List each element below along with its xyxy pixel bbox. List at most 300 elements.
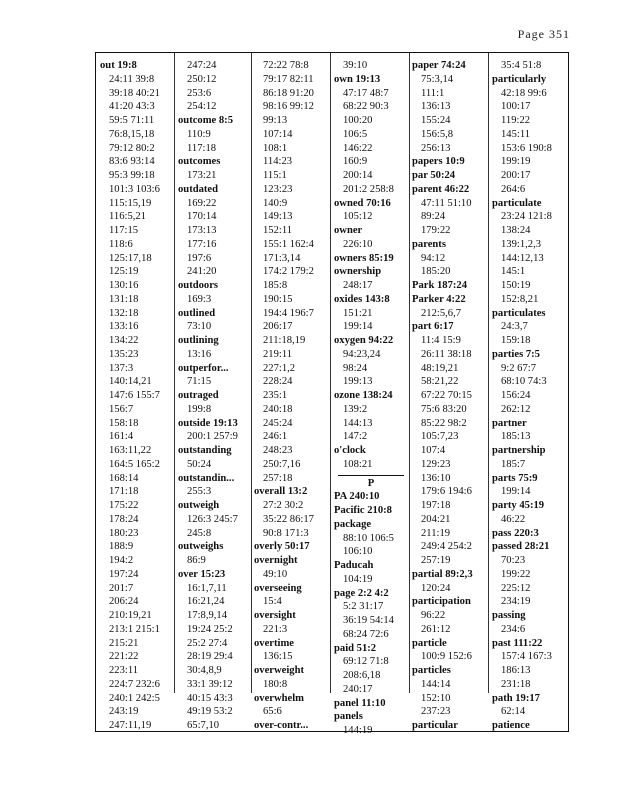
index-reference: 40:15 43:3	[187, 692, 233, 704]
index-reference: 131:18	[109, 293, 139, 305]
column-divider	[488, 53, 489, 693]
index-term: outlined	[178, 307, 216, 319]
index-reference: 190:15	[263, 293, 293, 305]
index-reference: 200:14	[343, 170, 373, 181]
index-reference: 107:14	[263, 128, 293, 140]
index-reference: 41:20 43:3	[109, 101, 155, 113]
index-term: parties 7:5	[492, 348, 540, 360]
index-reference: 96:22	[421, 610, 446, 621]
index-reference: 234:19	[501, 596, 531, 608]
index-reference: 206:17	[263, 321, 293, 333]
index-reference: 9:2 67:7	[501, 362, 537, 374]
index-term: ozone 138:24	[334, 390, 393, 401]
index-reference: 106:10	[343, 546, 373, 558]
page-number: Page 351	[517, 27, 570, 41]
index-reference: 27:2 30:2	[263, 500, 304, 511]
index-term: Parker 4:22	[412, 293, 466, 305]
index-reference: 208:6,18	[343, 670, 381, 681]
index-reference: 11:4 15:9	[421, 335, 461, 346]
index-reference: 219:11	[263, 348, 293, 360]
index-reference: 200:1 257:9	[187, 431, 238, 443]
index-reference: 117:15	[109, 225, 139, 236]
index-reference: 237:23	[421, 706, 451, 718]
index-reference: 210:19,21	[109, 610, 152, 621]
index-reference: 155:24	[421, 115, 451, 126]
index-reference: 180:8	[263, 678, 288, 690]
index-reference: 133:16	[109, 321, 139, 333]
index-reference: 156:7	[109, 403, 134, 415]
index-term: par 50:24	[412, 170, 456, 181]
index-term: Pacific 210:8	[334, 505, 392, 516]
column-divider	[409, 53, 410, 693]
index-reference: 247:11,19	[109, 720, 152, 731]
index-reference: 199:13	[343, 376, 373, 388]
index-reference: 231:18	[501, 678, 531, 690]
index-column	[178, 59, 248, 731]
index-reference: 199:14	[343, 321, 373, 333]
index-reference: 89:24	[421, 211, 446, 223]
index-reference: 185:8	[263, 280, 288, 291]
index-reference: 72:22 78:8	[263, 60, 309, 71]
index-reference: 134:22	[109, 335, 139, 346]
index-reference: 79:12 80:2	[109, 142, 155, 154]
index-reference: 153:6 190:8	[501, 142, 552, 154]
index-reference: 120:24	[421, 582, 451, 594]
index-reference: 199:22	[501, 568, 531, 580]
column-divider	[330, 53, 331, 693]
index-term: passed 28:21	[492, 541, 550, 553]
index-reference: 253:6	[187, 87, 212, 99]
index-reference: 171:18	[109, 486, 139, 498]
index-reference: 164:5 165:2	[109, 458, 160, 470]
index-reference: 35:4 51:8	[501, 60, 542, 71]
index-reference: 101:3 103:6	[109, 183, 160, 195]
index-reference: 105:7,23	[421, 431, 459, 443]
index-term: patience	[492, 720, 530, 731]
index-reference: 108:1	[263, 142, 288, 154]
index-reference: 19:24 25:2	[187, 623, 233, 635]
index-reference: 160:9	[343, 156, 368, 168]
index-term: o'clock	[334, 445, 366, 456]
index-reference: 173:13	[187, 225, 217, 236]
index-reference: 115:15,19	[109, 197, 152, 209]
index-reference: 201:7	[109, 582, 134, 594]
index-reference: 144:13	[343, 417, 373, 429]
index-term: oversight	[254, 610, 296, 621]
index-reference: 188:9	[109, 541, 134, 553]
index-reference: 23:24 121:8	[501, 211, 552, 223]
index-reference: 90:8 171:3	[263, 527, 309, 539]
index-column	[412, 59, 488, 731]
index-reference: 257:19	[421, 555, 451, 566]
index-reference: 199:14	[501, 486, 531, 498]
index-reference: 117:18	[187, 142, 217, 154]
index-reference: 159:18	[501, 335, 531, 346]
index-term: overseeing	[254, 582, 302, 594]
index-reference: 118:6	[109, 238, 133, 250]
index-term: panel 11:10	[334, 697, 386, 709]
index-reference: 145:1	[501, 266, 526, 278]
index-reference: 254:12	[187, 101, 217, 113]
index-term: part 6:17	[412, 321, 454, 333]
index-term: ownership	[334, 266, 382, 278]
index-reference: 173:21	[187, 170, 217, 181]
index-reference: 135:23	[109, 348, 139, 360]
index-reference: 169:22	[187, 197, 217, 209]
index-reference: 136:13	[421, 101, 451, 113]
index-reference: 199:8	[187, 403, 212, 415]
index-reference: 245:8	[187, 527, 212, 539]
index-term: Park 187:24	[412, 280, 468, 291]
index-reference: 62:14	[501, 706, 526, 718]
index-reference: 35:22 86:17	[263, 513, 314, 525]
index-reference: 108:21	[343, 458, 373, 470]
index-reference: 106:5	[343, 128, 368, 140]
index-reference: 49:19 53:2	[187, 706, 233, 718]
index-reference: 240:17	[343, 683, 373, 695]
index-reference: 235:1	[263, 390, 288, 401]
index-term: oxygen 94:22	[334, 335, 394, 346]
index-term: over-contr...	[254, 720, 309, 731]
index-reference: 223:11	[109, 665, 139, 676]
index-reference: 175:22	[109, 500, 139, 511]
index-reference: 125:17,18	[109, 252, 152, 264]
index-reference: 98:16 99:12	[263, 101, 314, 113]
index-reference: 36:19 54:14	[343, 615, 394, 626]
index-term: overall 13:2	[254, 486, 308, 498]
index-term: PA 240:10	[334, 491, 380, 503]
index-reference: 226:10	[343, 238, 373, 250]
index-term: outcome 8:5	[178, 115, 234, 126]
index-reference: 132:18	[109, 307, 139, 319]
index-reference: 147:2	[343, 431, 368, 443]
index-reference: 144:14	[421, 678, 451, 690]
index-reference: 16:1,7,11	[187, 582, 227, 594]
index-term: partial 89:2,3	[412, 568, 473, 580]
index-reference: 125:19	[109, 266, 139, 278]
index-term: outperfor...	[178, 362, 229, 374]
index-reference: 152:10	[421, 692, 451, 704]
index-reference: 168:14	[109, 472, 139, 484]
index-reference: 85:22 98:2	[421, 417, 467, 429]
index-reference: 70:23	[501, 555, 526, 566]
index-reference: 211:18,19	[263, 335, 306, 346]
index-reference: 94:23,24	[343, 348, 381, 360]
section-letter: P	[338, 475, 404, 491]
index-term: paper 74:24	[412, 60, 466, 71]
index-reference: 59:5 71:11	[109, 115, 155, 126]
index-reference: 68:10 74:3	[501, 376, 547, 388]
index-term: outdoors	[178, 280, 219, 291]
index-term: parts 75:9	[492, 472, 538, 484]
index-reference: 99:13	[263, 115, 288, 126]
index-reference: 194:4 196:7	[263, 307, 314, 319]
index-reference: 100:9 152:6	[421, 651, 472, 663]
index-term: overwhelm	[254, 692, 305, 704]
column-divider	[251, 53, 252, 693]
index-term: own 19:13	[334, 73, 381, 85]
index-reference: 136:10	[421, 472, 451, 484]
index-reference: 161:4	[109, 431, 134, 443]
index-term: outweighs	[178, 541, 224, 553]
index-term: particularly	[492, 73, 547, 85]
index-term: over 15:23	[178, 568, 226, 580]
index-term: past 111:22	[492, 637, 543, 649]
index-column	[492, 59, 568, 731]
index-reference: 68:22 90:3	[343, 101, 389, 113]
index-reference: 170:14	[187, 211, 217, 223]
index-term: panels	[334, 711, 363, 723]
index-reference: 180:23	[109, 527, 139, 539]
index-reference: 215:21	[109, 637, 139, 649]
index-reference: 58:21,22	[421, 376, 459, 388]
index-reference: 169:3	[187, 293, 212, 305]
index-reference: 39:18 40:21	[109, 87, 160, 99]
index-term: papers 10:9	[412, 156, 465, 168]
index-reference: 138:24	[501, 225, 531, 236]
index-reference: 130:16	[109, 280, 139, 291]
index-term: outcomes	[178, 156, 221, 168]
index-reference: 39:10	[343, 60, 368, 71]
index-reference: 144:19	[343, 725, 373, 736]
index-reference: 158:18	[109, 417, 139, 429]
index-reference: 33:1 39:12	[187, 678, 233, 690]
index-reference: 262:12	[501, 403, 531, 415]
index-reference: 17:8,9,14	[187, 610, 228, 621]
index-reference: 68:24 72:6	[343, 628, 389, 640]
index-reference: 139:2	[343, 403, 368, 415]
index-reference: 86:9	[187, 555, 206, 566]
index-term: outraged	[178, 390, 219, 401]
index-reference: 156:24	[501, 390, 531, 401]
index-term: outstandin...	[178, 472, 235, 484]
index-term: outweigh	[178, 500, 220, 511]
index-reference: 24:11 39:8	[109, 73, 155, 85]
index-term: path 19:17	[492, 692, 540, 704]
index-reference: 73:10	[187, 321, 212, 333]
index-reference: 246:1	[263, 431, 288, 443]
index-term: out 19:8	[100, 60, 137, 71]
index-reference: 98:24	[343, 362, 368, 374]
index-reference: 13:16	[187, 348, 212, 360]
index-reference: 151:21	[343, 307, 373, 319]
index-reference: 240:18	[263, 403, 293, 415]
index-reference: 65:7,10	[187, 720, 220, 731]
index-term: parents	[412, 238, 446, 250]
index-reference: 186:13	[501, 665, 531, 676]
index-reference: 100:17	[501, 101, 531, 113]
index-reference: 248:23	[263, 445, 293, 456]
column-divider	[174, 53, 175, 693]
index-reference: 177:16	[187, 238, 217, 250]
index-reference: 249:4 254:2	[421, 541, 472, 553]
index-reference: 261:12	[421, 623, 451, 635]
index-reference: 256:13	[421, 142, 451, 154]
index-reference: 200:17	[501, 170, 531, 181]
index-reference: 199:19	[501, 156, 531, 168]
index-reference: 140:14,21	[109, 376, 152, 388]
index-reference: 94:12	[421, 252, 446, 264]
index-frame	[95, 52, 569, 736]
index-reference: 241:20	[187, 266, 217, 278]
index-reference: 206:24	[109, 596, 139, 608]
index-reference: 69:12 71:8	[343, 656, 389, 668]
index-reference: 212:5,6,7	[421, 307, 462, 319]
index-reference: 257:18	[263, 472, 293, 484]
index-term: particles	[412, 665, 451, 676]
index-reference: 137:3	[109, 362, 134, 374]
index-reference: 247:24	[187, 60, 217, 71]
index-term: owners 85:19	[334, 252, 394, 264]
index-reference: 49:10	[263, 568, 288, 580]
index-term: particular	[412, 720, 458, 731]
index-reference: 139:1,2,3	[501, 238, 542, 250]
index-reference: 111:1	[421, 87, 445, 99]
index-reference: 105:12	[343, 211, 373, 223]
index-reference: 129:23	[421, 458, 451, 470]
index-reference: 185:20	[421, 266, 451, 278]
index-term: overweight	[254, 665, 305, 676]
index-reference: 95:3 99:18	[109, 170, 155, 181]
index-reference: 107:4	[421, 445, 446, 456]
index-reference: 185:13	[501, 431, 531, 443]
index-reference: 227:1,2	[263, 362, 296, 374]
index-reference: 110:9	[187, 128, 211, 140]
index-reference: 114:23	[263, 156, 293, 168]
index-term: overtime	[254, 637, 294, 649]
index-reference: 24:3,7	[501, 321, 528, 333]
index-term: passing	[492, 610, 526, 621]
index-reference: 250:12	[187, 73, 217, 85]
index-reference: 65:6	[263, 706, 282, 718]
index-reference: 145:11	[501, 128, 531, 140]
index-term: outstanding	[178, 445, 232, 456]
index-reference: 213:1 215:1	[109, 623, 160, 635]
index-reference: 25:2 27:4	[187, 637, 228, 649]
index-reference: 245:24	[263, 417, 293, 429]
index-reference: 225:12	[501, 582, 531, 594]
index-term: party 45:19	[492, 500, 545, 511]
index-term: owner	[334, 225, 363, 236]
index-reference: 171:3,14	[263, 252, 301, 264]
index-reference: 47:17 48:7	[343, 87, 389, 99]
index-reference: 163:11,22	[109, 445, 152, 456]
index-reference: 48:19,21	[421, 362, 459, 374]
index-reference: 79:17 82:11	[263, 73, 314, 85]
index-reference: 185:7	[501, 458, 526, 470]
index-reference: 197:24	[109, 568, 139, 580]
index-term: owned 70:16	[334, 197, 391, 209]
index-term: participation	[412, 596, 471, 608]
index-reference: 136:15	[263, 651, 293, 663]
index-reference: 224:7 232:6	[109, 678, 160, 690]
index-term: Paducah	[334, 560, 374, 571]
index-reference: 197:18	[421, 500, 451, 511]
index-reference: 157:4 167:3	[501, 651, 552, 663]
index-reference: 115:1	[263, 170, 287, 181]
index-reference: 234:6	[501, 623, 526, 635]
index-reference: 15:4	[263, 596, 282, 608]
index-term: particulate	[492, 197, 542, 209]
index-reference: 86:18 91:20	[263, 87, 314, 99]
index-reference: 204:21	[421, 513, 451, 525]
index-reference: 76:8,15,18	[109, 128, 155, 140]
index-reference: 26:11 38:18	[421, 348, 472, 360]
index-reference: 152:11	[263, 225, 293, 236]
index-term: particulates	[492, 307, 546, 319]
index-reference: 47:11 51:10	[421, 197, 472, 209]
index-reference: 28:19 29:4	[187, 651, 233, 663]
index-term: outside 19:13	[178, 417, 238, 429]
index-column	[254, 59, 328, 731]
index-reference: 71:15	[187, 376, 212, 388]
index-reference: 264:6	[501, 183, 526, 195]
index-reference: 179:22	[421, 225, 451, 236]
index-reference: 83:6 93:14	[109, 156, 155, 168]
index-column	[100, 59, 172, 731]
index-term: partnership	[492, 445, 546, 456]
index-term: particle	[412, 637, 447, 649]
index-term: package	[334, 518, 372, 530]
index-reference: 144:12,13	[501, 252, 544, 264]
index-reference: 16:21,24	[187, 596, 225, 608]
index-reference: 248:17	[343, 280, 373, 291]
index-reference: 119:22	[501, 115, 531, 126]
index-reference: 149:13	[263, 211, 293, 223]
index-reference: 150:19	[501, 280, 531, 291]
index-reference: 152:8,21	[501, 293, 539, 305]
index-reference: 42:18 99:6	[501, 87, 547, 99]
index-term: oxides 143:8	[334, 293, 390, 305]
index-reference: 240:1 242:5	[109, 692, 160, 704]
index-reference: 100:20	[343, 115, 373, 126]
index-term: parent 46:22	[412, 183, 470, 195]
index-term: page 2:2 4:2	[334, 587, 389, 599]
index-reference: 146:22	[343, 142, 373, 154]
index-reference: 155:1 162:4	[263, 238, 314, 250]
index-reference: 30:4,8,9	[187, 665, 222, 676]
index-reference: 88:10 106:5	[343, 532, 394, 544]
index-reference: 211:19	[421, 527, 451, 539]
index-reference: 147:6 155:7	[109, 390, 160, 401]
index-reference: 46:22	[501, 513, 526, 525]
index-reference: 221:22	[109, 651, 139, 663]
index-reference: 75:3,14	[421, 73, 454, 85]
index-reference: 67:22 70:15	[421, 390, 472, 401]
index-term: paid 51:2	[334, 642, 377, 654]
index-reference: 179:6 194:6	[421, 486, 472, 498]
index-term: overnight	[254, 555, 298, 566]
index-reference: 197:6	[187, 252, 212, 264]
index-reference: 178:24	[109, 513, 139, 525]
index-reference: 221:3	[263, 623, 288, 635]
index-reference: 75:6 83:20	[421, 403, 467, 415]
index-reference: 255:3	[187, 486, 212, 498]
index-reference: 174:2 179:2	[263, 266, 314, 278]
index-reference: 194:2	[109, 555, 134, 566]
index-reference: 5:2 31:17	[343, 601, 384, 613]
index-reference: 123:23	[263, 183, 293, 195]
index-term: outlining	[178, 335, 219, 346]
index-reference: 201:2 258:8	[343, 183, 394, 195]
index-reference: 250:7,16	[263, 458, 301, 470]
index-reference: 50:24	[187, 458, 212, 470]
index-reference: 228:24	[263, 376, 293, 388]
index-reference: 104:19	[343, 573, 373, 585]
index-column	[334, 59, 408, 736]
index-reference: 126:3 245:7	[187, 513, 238, 525]
index-reference: 116:5,21	[109, 211, 146, 223]
